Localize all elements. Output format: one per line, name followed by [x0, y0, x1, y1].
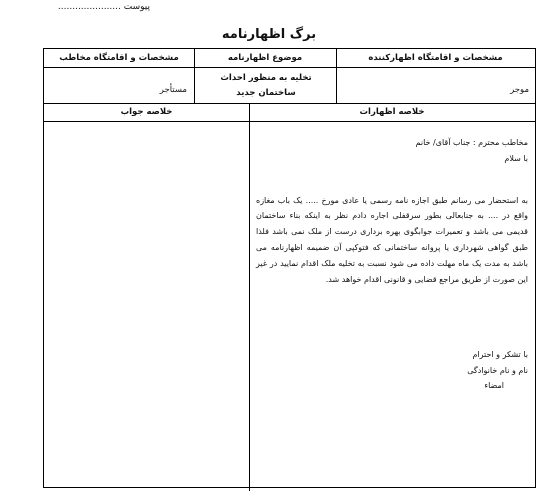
divider — [44, 121, 535, 122]
reply-header: خلاصه جواب — [120, 107, 173, 117]
page-title: برگ اظهارنامه — [221, 27, 317, 42]
statement-body: به استحضار می رسانم طبق اجازه نامه رسمی یا عادی مورخ ..... یک باب مغازه واقع در .... به جنابعالی بطور سرقفلی اجاره دادم نظر به اینکه بناء ساختمان قدیمی می باشد و تعمیرات جوابگوی بهره برداری درست از ملک نمی باشد فلذا طبق گواهی شهرداری یا پروانه ساختمانی که فتوکپی آن ضمیمه اظهارنامه می باشد به مدت یک ماه مهلت داده می شود نسبت به تخلیه ملک اقدام نمایید در غیر این صورت از طریق مراجع قضایی و قانونی اقدام خواهد شد. — [256, 195, 528, 284]
closing: با تشکر و احترام — [472, 350, 528, 359]
greeting: با سلام — [504, 153, 528, 163]
statement-text — [256, 135, 528, 287]
claimant-value: موجر — [510, 85, 529, 95]
subject-value: تخلیه به منظور احداث ساختمان جدید — [220, 73, 312, 98]
statements-header: خلاصه اظهارات — [359, 107, 425, 117]
subject-header: موضوع اظهارنامه — [227, 53, 303, 63]
attachment-label: پیوست — [123, 2, 150, 12]
salutation: مخاطب محترم : جناب آقای/ خانم — [415, 138, 528, 147]
name-line: نام و نام خانوادگی — [467, 365, 528, 375]
claimant-header: مشخصات و اقامتگاه اظهارکننده — [368, 53, 503, 63]
addressee-header: مشخصات و اقامتگاه مخاطب — [59, 53, 179, 63]
signature-block — [256, 347, 528, 394]
attachment-dots: ...................... — [57, 2, 121, 12]
divider — [249, 103, 250, 491]
divider — [44, 67, 535, 68]
addressee-value: مستأجر — [159, 85, 187, 95]
declaration-form — [43, 48, 536, 488]
divider — [44, 103, 535, 104]
attachment-line — [50, 2, 150, 12]
signature-label: امضاء — [484, 381, 504, 390]
